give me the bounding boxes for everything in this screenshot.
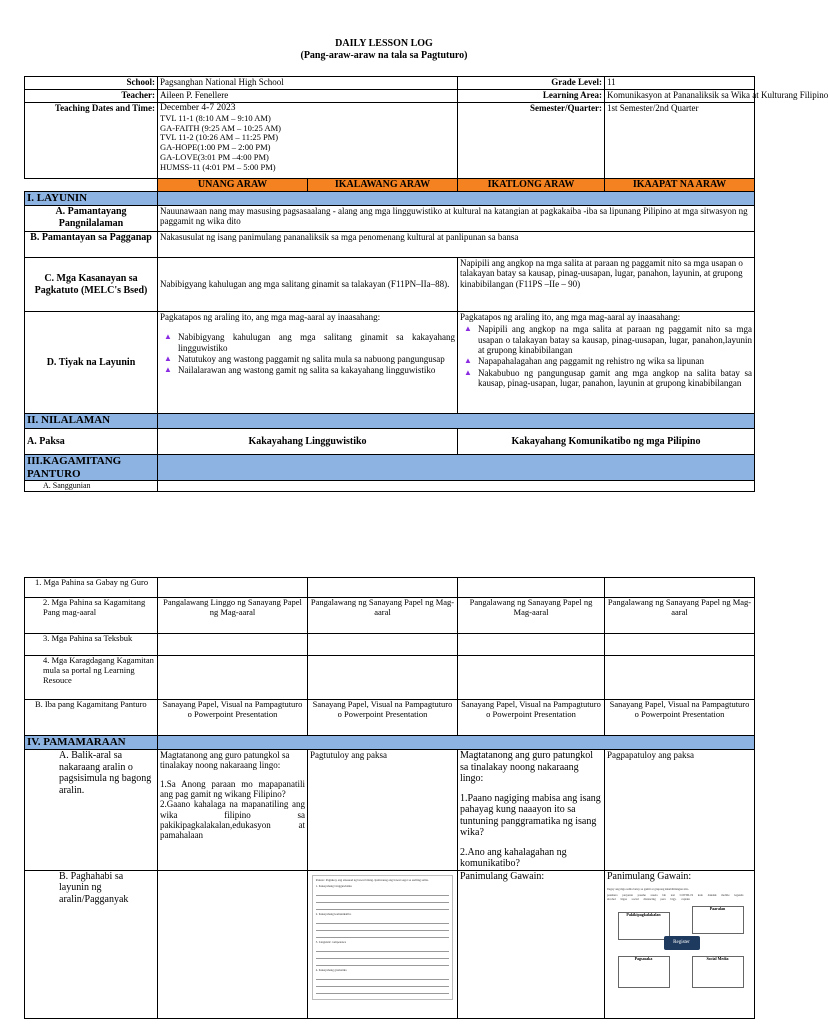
pahina-cell: Pangalawang Linggo ng Sanayang Papel ng Mag-aaral (158, 598, 308, 634)
pahina-cell: Pangalawang ng Sanayang Papel ng Mag-aaral (308, 598, 458, 634)
worksheet-instructions: Panuto: Pagtukoy ang sinasaad ng bawat bilang. Ipaliwanag ang bawat sagot sa sariling salita. (315, 877, 429, 882)
grade-value: 11 (605, 77, 755, 90)
pamantayang-pangnilalaman-text: Nauunawaan nang may masusing pagsasaalang - alang ang mga lingguwistiko at kultural na katangian at pagkakaiba -iba sa lipunang Pilipino at mga sitwasyon ng paggamit ng wika dito (158, 206, 755, 232)
diagram-box: Pagsasaka (618, 956, 670, 988)
balik-aral-day4: Pagpapatuloy ang paksa (605, 750, 755, 871)
semester-label: Semester/Quarter: (458, 103, 605, 179)
schedule-line: TVL 11-2 (10:26 AM – 11:25 PM) (160, 132, 279, 143)
schedule-line: GA-LOVE(3:01 PM –4:00 PM) (160, 151, 269, 162)
bullet-icon: ▲ (164, 332, 172, 342)
kagamitan-cell: Sanayang Papel, Visual na Pampagtuturo o Powerpoint Presentation (158, 700, 308, 736)
question: 2.Gaano kahalaga na mapanatiling ang wika filipino sa pakikipagkalakalan,edukasyon at pamahalaan (160, 799, 305, 841)
day-header: IKATLONG ARAW (458, 179, 605, 192)
worksheet-line (316, 961, 449, 966)
school-label: School: (25, 77, 158, 90)
list-item: ▲ Nabibigyang kahulugan ang mga salitang ginamit sa kakayahang lingguwistiko (164, 332, 456, 353)
teacher-value: Aileen P. Fenellere (158, 90, 458, 103)
bullet-icon: ▲ (164, 365, 172, 375)
worksheet-line (316, 989, 449, 994)
paghahabi-day2 (308, 870, 458, 1018)
empty-cell (458, 578, 605, 598)
worksheet-line (316, 982, 449, 987)
blank-corner (25, 179, 158, 192)
activity-words: pasahero pasyente pasahe reseta lab test COVID-19 kalo dakdak mobile legends alcohol bigas social distancing pera brgy. captain (607, 892, 744, 901)
balik-aral-day3 (458, 750, 605, 871)
schedule-line: GA-HOPE(1:00 PM – 2:00 PM) (160, 142, 271, 153)
activity-title: Panimulang Gawain: (607, 870, 692, 882)
bullet-icon: ▲ (164, 354, 172, 364)
grade-label: Grade Level: (458, 77, 605, 90)
empty-cell (158, 578, 308, 598)
tiyak-na-layunin-label: D. Tiyak na Layunin (25, 312, 158, 414)
question: 1.Sa Anong paraan mo mapapanatili ang pag gamit ng wikang Filipino? (160, 778, 305, 800)
objectives-list (160, 332, 455, 375)
worksheet-item: 3. Linguistic competence (315, 940, 347, 945)
kagamitan-cell: Sanayang Papel, Visual na Pampagtuturo o Powerpoint Presentation (605, 700, 755, 736)
document-subtitle: (Pang-araw-araw na tala sa Pagtuturo) (300, 50, 468, 61)
objectives-list (460, 324, 752, 388)
list-item: ▲ Napapahalagahan ang paggamit ng rehistro ng wika sa lipunan (464, 356, 704, 367)
kagamitan-cell: Sanayang Papel, Visual na Pampagtuturo o Powerpoint Presentation (308, 700, 458, 736)
kasanayan-text-1: Nabibigyang kahulugan ang mga salitang ginamit sa talakayan (F11PN–IIa–88). (158, 258, 458, 312)
worksheet-line (316, 898, 449, 903)
worksheet-line (316, 947, 449, 952)
worksheet-line (316, 933, 449, 938)
activity-note: Ilagay ang mga salita batay sa gamit at grupong kinabibilangan nito. (607, 887, 690, 891)
objectives-intro: Pagkatapos ng araling ito, ang mga mag-aaral ay inaasahang: (460, 312, 681, 322)
paghahabi-label: B. Paghahabi sa layunin ng aralin/Pagganyak (25, 870, 158, 1018)
diagram-box: Paaralan (692, 906, 744, 934)
day-header: UNANG ARAW (158, 179, 308, 192)
section-band (158, 192, 755, 206)
pahina-cell: Pangalawang ng Sanayang Papel ng Mag-aaral (605, 598, 755, 634)
paghahabi-day3: Panimulang Gawain: (458, 870, 605, 1018)
pamantayan-sa-pagganap-text: Nakasusulat ng isang panimulang pananaliksik sa mga penomenang kultural at panlipunan sa bansa (158, 232, 755, 258)
gabay-ng-guro-label: 1. Mga Pahina sa Gabay ng Guro (25, 578, 158, 598)
pamantayan-sa-pagganap-label: B. Pamantayan sa Pagganap (25, 232, 158, 258)
teacher-label: Teacher: (25, 90, 158, 103)
tiyak-na-layunin-cell-1 (158, 312, 458, 414)
sanggunian-label: A. Sanggunian (25, 481, 158, 492)
list-item: ▲ Natutukoy ang wastong paggamit ng salita mula sa nabuong pangungusap (164, 354, 445, 365)
karagdagang-kagamitan-label: 4. Mga Karagdagang Kagamitan mula sa portal ng Learning Resouce (25, 656, 158, 700)
teaching-dates-value (158, 103, 458, 179)
balik-aral-label: A. Balik-aral sa nakaraang aralin o pagsisimula ng bagong aralin. (25, 750, 158, 871)
worksheet-item: 1. Kakayahang Lingguwistika (315, 884, 352, 889)
paksa-2: Kakayahang Komunikatibo ng mga Pilipino (458, 429, 755, 455)
tiyak-na-layunin-cell-2 (458, 312, 755, 414)
sanggunian-value (158, 481, 755, 492)
balik-aral-day2: Pagtutuloy ang paksa (308, 750, 458, 871)
diagram-box: Social Media (692, 956, 744, 988)
iba-pang-kagamitan-label: B. Iba pang Kagamitang Panturo (25, 700, 158, 736)
kagamitan-cell: Sanayang Papel, Visual na Pampagtuturo o Powerpoint Presentation (458, 700, 605, 736)
pahina-cell: Pangalawang ng Sanayang Papel ng Mag-aaral (458, 598, 605, 634)
teksbuk-label: 3. Mga Pahina sa Teksbuk (25, 634, 158, 656)
worksheet-line (316, 905, 449, 910)
worksheet-line (316, 891, 449, 896)
section-band (158, 414, 755, 429)
empty-cell (308, 634, 458, 656)
worksheet-image (312, 875, 453, 1000)
question: 2.Ano ang kahalagahan ng komunikatibo? (460, 846, 567, 869)
empty-cell (308, 578, 458, 598)
bullet-icon: ▲ (464, 324, 472, 334)
paksa-label: A. Paksa (25, 429, 158, 455)
worksheet-line (316, 919, 449, 924)
question-intro: Magtatanong ang guro patungkol sa tinalakay noong nakaraang lingo: (160, 750, 290, 771)
worksheet-line (316, 926, 449, 931)
section-heading-layunin: I. LAYUNIN (25, 192, 158, 206)
question-intro: Magtatanong ang guro patungkol sa tinalakay noong nakaraang lingo: (460, 750, 594, 784)
worksheet-item: 4. Kakayahang gramatika (315, 968, 347, 973)
bullet-icon: ▲ (464, 356, 472, 366)
worksheet-line (316, 954, 449, 959)
section-heading-kagamitan: III.KAGAMITANG PANTURO (25, 455, 158, 481)
lesson-log-table-page-1 (24, 76, 828, 492)
day-header: IKALAWANG ARAW (308, 179, 458, 192)
learning-area-value: Komunikasyon at Pananaliksik sa Wika at Kulturang Filipino (605, 90, 755, 103)
list-item: ▲ Nakabubuo ng pangungusap gamit ang mga angkop na salita batay sa kausap, pinag-usapan, lugar, panahon, layunin at grupong kinabibilangan (464, 367, 753, 389)
date-line: December 4-7 2023 (160, 103, 236, 113)
schedule-line: GA-FAITH (9:25 AM – 10:25 AM) (160, 122, 281, 133)
paghahabi-day1 (158, 870, 308, 1018)
empty-cell (605, 634, 755, 656)
lesson-log-table-page-2 (24, 577, 755, 1019)
worksheet-item: 2. Kakayahang komunikatibo (315, 912, 352, 917)
kasanayan-label: C. Mga Kasanayan sa Pagkatuto (MELC's Bsed) (25, 258, 158, 312)
schedule-line: TVL 11-1 (8:10 AM – 9:10 AM) (160, 112, 271, 123)
empty-cell (308, 656, 458, 700)
day-header: IKAAPAT NA ARAW (605, 179, 755, 192)
paksa-1: Kakayahang Lingguwistiko (158, 429, 458, 455)
diagram-center: Register (664, 936, 700, 950)
schedule-line: HUMSS-11 (4:01 PM – 5:00 PM) (160, 161, 276, 172)
section-heading-pamamaraan: IV. PAMAMARAAN (25, 736, 158, 750)
section-band (158, 455, 755, 481)
balik-aral-day1 (158, 750, 308, 871)
section-band (158, 736, 755, 750)
empty-cell (458, 656, 605, 700)
empty-cell (458, 634, 605, 656)
empty-cell (158, 634, 308, 656)
section-heading-nilalaman: II. NILALAMAN (25, 414, 158, 429)
kagamitang-pang-mag-aaral-label: 2. Mga Pahina sa Kagamitang Pang mag-aaral (25, 598, 158, 634)
semester-value: 1st Semester/2nd Quarter (605, 103, 755, 179)
objectives-intro: Pagkatapos ng araling ito, ang mga mag-aaral ay inaasahang: (160, 312, 381, 322)
empty-cell (605, 656, 755, 700)
paghahabi-day4 (605, 870, 755, 1018)
register-diagram (616, 904, 744, 988)
empty-cell (158, 656, 308, 700)
list-item: ▲ Napipili ang angkop na mga salita at paraan ng paggamit nito sa mga usapan o talakayan batay sa kausap, pinag-uusapan, lugar, panahon,layunin at grupong kinabibilangan (464, 324, 753, 356)
document-title: DAILY LESSON LOG (335, 38, 433, 49)
pamantayang-pangnilalaman-label: A. Pamantayang Pangnilalaman (25, 206, 158, 232)
kasanayan-text-2: Napipili ang angkop na mga salita at paraan ng paggamit nito sa mga usapan o talakayan batay sa kausap, pinag-uusapan, lugar, panahon, layunin, at grupong kinabibilangan (F11PS –IIe – 90) (458, 258, 755, 312)
bullet-icon: ▲ (464, 367, 472, 377)
empty-cell (605, 578, 755, 598)
worksheet-line (316, 975, 449, 980)
teaching-dates-label: Teaching Dates and Time: (25, 103, 158, 179)
diagram-box: Pakikipagkalakalan (618, 912, 670, 940)
question: 1.Paano nagiging mabisa ang isang pahayag kung naaayon ito sa tuntuning panggramatika ng isang wika? (460, 792, 601, 838)
learning-area-label: Learning Area: (458, 90, 605, 103)
list-item: ▲ Nailalarawan ang wastong gamit ng salita sa kakayahang lingguwistiko (164, 365, 436, 376)
school-value: Pagsanghan National High School (158, 77, 458, 90)
